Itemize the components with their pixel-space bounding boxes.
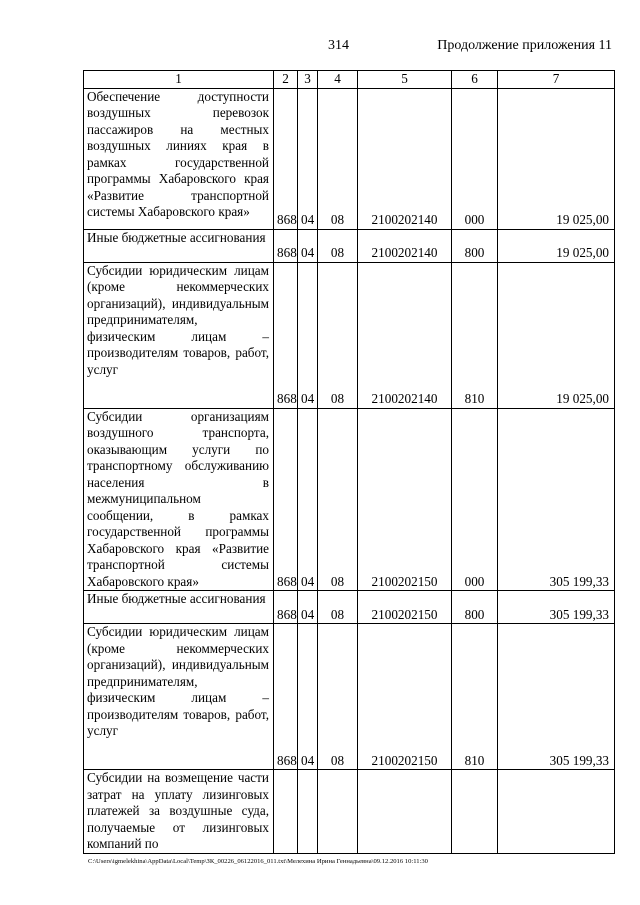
table-row — [84, 229, 615, 262]
cell-code-3: 04 — [298, 262, 318, 408]
cell-code-5: 2100202150 — [358, 591, 452, 624]
cell-amount: 19 025,00 — [498, 229, 615, 262]
column-header: 5 — [358, 71, 452, 89]
cell-amount: 305 199,33 — [498, 408, 615, 591]
cell-code-2: 868 — [274, 624, 298, 770]
cell-code-3: 04 — [298, 591, 318, 624]
cell-amount: 19 025,00 — [498, 88, 615, 229]
cell-amount: 19 025,00 — [498, 262, 615, 408]
row-name: Обеспечение доступности воздушных перевозок пассажиров на местных воздушных линиях края в рамках государственной программы Хабаровского края «Развитие транспортной системы Хабаровского края» — [84, 88, 274, 229]
column-header: 6 — [452, 71, 498, 89]
footer-path: C:\Users\igmelekhina\AppData\Local\Temp\ЗК_00226_06122016_011.txt\Мелехина Ирина Геннадьевна\09.12.2016 10:11:30 — [88, 858, 428, 865]
cell-code-6: 800 — [452, 591, 498, 624]
cell-code-6: 800 — [452, 229, 498, 262]
cell-code-5: 2100202150 — [358, 408, 452, 591]
cell-code-5 — [358, 770, 452, 854]
cell-code-5: 2100202140 — [358, 88, 452, 229]
cell-code-3: 04 — [298, 624, 318, 770]
column-header: 1 — [84, 71, 274, 89]
cell-code-4: 08 — [318, 229, 358, 262]
cell-code-5: 2100202140 — [358, 262, 452, 408]
table-row — [84, 624, 615, 770]
cell-code-4: 08 — [318, 591, 358, 624]
table-row — [84, 408, 615, 591]
cell-code-6: 810 — [452, 262, 498, 408]
cell-code-3: 04 — [298, 88, 318, 229]
table-row — [84, 770, 615, 854]
cell-code-5: 2100202140 — [358, 229, 452, 262]
column-header: 4 — [318, 71, 358, 89]
cell-code-2: 868 — [274, 262, 298, 408]
cell-code-4 — [318, 770, 358, 854]
row-name: Иные бюджетные ассигнования — [84, 591, 274, 624]
cell-code-3: 04 — [298, 229, 318, 262]
cell-code-6 — [452, 770, 498, 854]
table-row — [84, 591, 615, 624]
cell-amount: 305 199,33 — [498, 591, 615, 624]
column-header: 7 — [498, 71, 615, 89]
row-name: Субсидии организациям воздушного транспорта, оказывающим услуги по транспортному обслуживанию населения в межмуниципальном сообщении, в рамках государственной программы Хабаровского края «Развитие транспортной системы Хабаровского края» — [84, 408, 274, 591]
row-name: Субсидии на возмещение части затрат на уплату лизинговых платежей за воздушные суда, получаемые от лизинговых компаний по — [84, 770, 274, 854]
cell-code-6: 000 — [452, 88, 498, 229]
cell-code-3 — [298, 770, 318, 854]
row-name: Субсидии юридическим лицам (кроме некоммерческих организаций), индивидуальным предпринимателям, физическим лицам – производителям товаров, работ, услуг — [84, 262, 274, 408]
cell-code-6: 810 — [452, 624, 498, 770]
cell-amount — [498, 770, 615, 854]
cell-code-5: 2100202150 — [358, 624, 452, 770]
cell-code-2: 868 — [274, 88, 298, 229]
table-row — [84, 88, 615, 229]
page-number: 314 — [328, 38, 349, 53]
cell-code-4: 08 — [318, 262, 358, 408]
cell-amount: 305 199,33 — [498, 624, 615, 770]
row-name: Субсидии юридическим лицам (кроме некоммерческих организаций), индивидуальным предпринимателям, физическим лицам – производителям товаров, работ, услуг — [84, 624, 274, 770]
cell-code-2 — [274, 770, 298, 854]
header-row — [84, 71, 615, 89]
appendix-title: Продолжение приложения 11 — [437, 38, 612, 53]
cell-code-2: 868 — [274, 229, 298, 262]
cell-code-4: 08 — [318, 88, 358, 229]
cell-code-3: 04 — [298, 408, 318, 591]
cell-code-4: 08 — [318, 624, 358, 770]
row-name: Иные бюджетные ассигнования — [84, 229, 274, 262]
cell-code-2: 868 — [274, 591, 298, 624]
cell-code-6: 000 — [452, 408, 498, 591]
cell-code-4: 08 — [318, 408, 358, 591]
table-row — [84, 262, 615, 408]
cell-code-2: 868 — [274, 408, 298, 591]
budget-table — [83, 70, 615, 854]
column-header: 3 — [298, 71, 318, 89]
column-header: 2 — [274, 71, 298, 89]
